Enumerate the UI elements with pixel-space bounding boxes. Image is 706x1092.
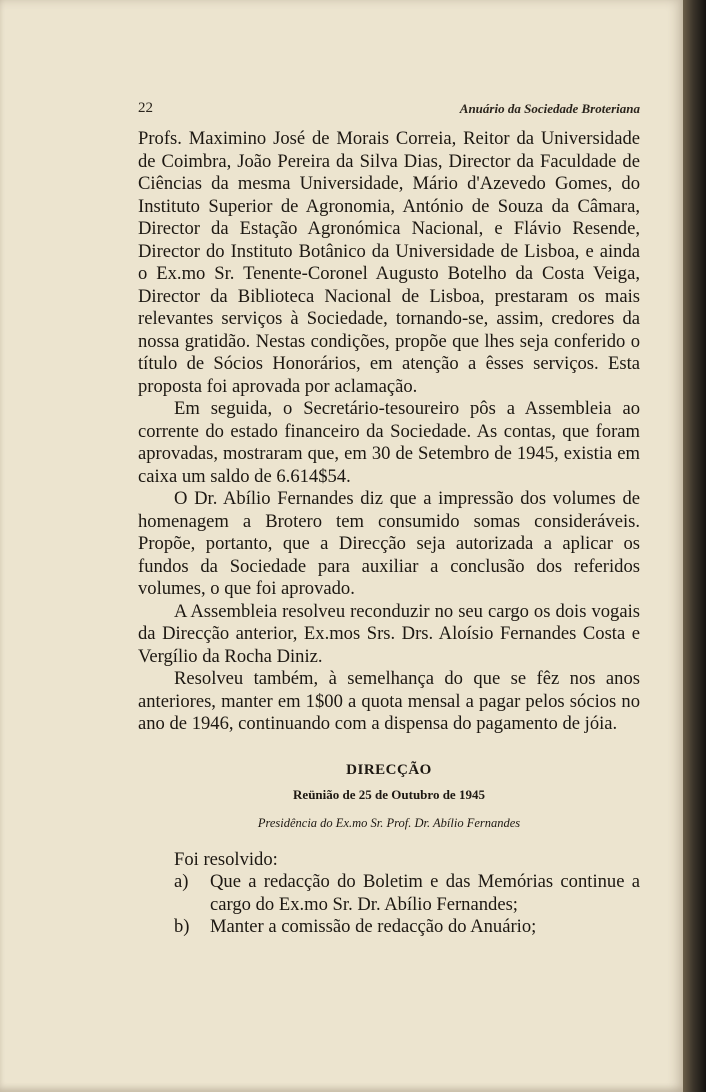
page-header <box>138 100 640 120</box>
item-text: Que a redacção do Boletim e das Memórias continue a cargo do Ex.mo Sr. Dr. Abílio Fernandes; <box>210 871 640 915</box>
presidency-line: Presidência do Ex.mo Sr. Prof. Dr. Abílio Fernandes <box>257 815 521 830</box>
list-item <box>138 916 640 939</box>
paragraph-honorary-members: Profs. Maximino José de Morais Correia, Reitor da Universidade de Coimbra, João Pereira da Silva Dias, Director da Faculdade de Ciências da mesma Universidade, Mário d'Azevedo Gomes, do Instituto Superior de Agronomia, António de Souza da Câmara, Director da Estação Agronómica Nacional, e Flávio Resende, Director do Instituto Botânico da Universidade de Lisboa, e ainda o Ex.mo Sr. Tenente-Coronel Augusto Botelho da Costa Veiga, Director da Biblioteca Nacional de Lisboa, prestaram os mais relevantes serviços à Sociedade, tornando-se, assim, credores da nossa gratidão. Nestas condições, propõe que lhes seja conferido o título de Sócios Honorários, em atenção a êsses serviços. Esta proposta foi aprovada por aclamação. <box>138 128 640 397</box>
paragraph-reappointment: A Assembleia resolveu reconduzir no seu cargo os dois vogais da Direcção anterior, Ex.mos Srs. Drs. Aloísio Fernandes Costa e Vergílio da Rocha Diniz. <box>138 600 640 667</box>
meeting-date: Reünião de 25 de Outubro de 1945 <box>293 786 485 802</box>
section-title: DIRECÇÃO <box>346 761 432 778</box>
paragraph-brotero-volumes: O Dr. Abílio Fernandes diz que a impressão dos volumes de homenagem a Brotero tem consumido somas consideráveis. Propõe, portanto, que a Direcção seja autorizada a aplicar os fundos da Sociedade para auxiliar a conclusão dos referidos volumes, o que foi aprovado. <box>138 488 640 599</box>
page-body <box>138 128 640 939</box>
page-number: 22 <box>138 100 153 116</box>
item-label: a) <box>174 871 189 892</box>
paragraph-financial-report: Em seguida, o Secretário-tesoureiro pôs a Assembleia ao corrente do estado financeiro da Sociedade. As contas, que foram aprovadas, mostraram que, em 30 de Setembro de 1945, existia em caixa um saldo de 6.614$54. <box>138 398 640 487</box>
resolved-intro: Foi resolvido: <box>174 848 278 870</box>
item-label: b) <box>174 916 190 937</box>
paragraph-quota: Resolveu também, à semelhança do que se fêz nos anos anteriores, manter em 1$00 a quota mensal a pagar pelos sócios no ano de 1946, continuando com a dispensa do pagamento de jóia. <box>138 668 640 734</box>
item-text: Manter a comissão de redacção do Anuário; <box>210 916 537 937</box>
running-title: Anuário da Sociedade Broteriana <box>459 101 640 116</box>
list-item <box>138 871 640 916</box>
book-gutter-edge <box>683 0 706 1092</box>
